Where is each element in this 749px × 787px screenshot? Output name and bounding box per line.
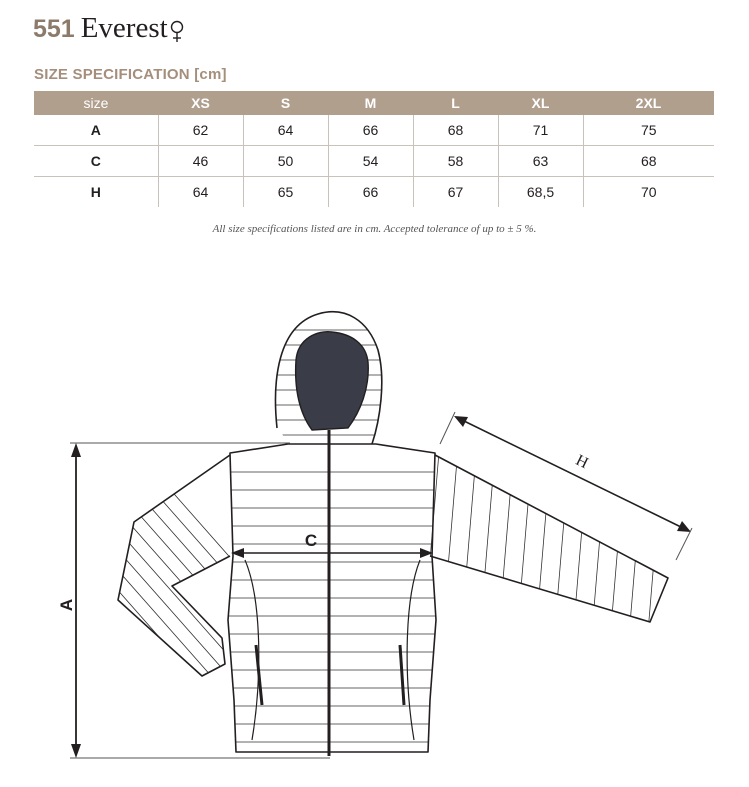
table-cell: 75 [583, 115, 714, 146]
product-title [33, 8, 184, 48]
table-cell: 63 [498, 146, 583, 177]
size-header-cell: XS [158, 91, 243, 115]
table-cell: 65 [243, 177, 328, 208]
row-label: A [34, 115, 158, 146]
dimension-c [231, 548, 433, 558]
size-header-cell: 2XL [583, 91, 714, 115]
size-table-header [34, 91, 714, 115]
table-row [34, 115, 714, 146]
row-label: C [34, 146, 158, 177]
table-cell: 71 [498, 115, 583, 146]
size-header-cell: S [243, 91, 328, 115]
jacket-outline [118, 312, 668, 752]
table-cell: 68 [413, 115, 498, 146]
jacket-diagram [0, 290, 749, 780]
table-row [34, 177, 714, 208]
table-cell: 58 [413, 146, 498, 177]
body-quilting [228, 472, 440, 742]
table-cell: 50 [243, 146, 328, 177]
row-label: H [90, 184, 101, 200]
table-row [34, 146, 714, 177]
table-cell: 64 [158, 177, 243, 208]
dimension-a-label: A [57, 598, 76, 612]
size-header-cell: XL [498, 91, 583, 115]
table-cell: 70 [583, 177, 714, 208]
table-cell: 66 [328, 177, 413, 208]
size-table [34, 91, 714, 207]
sleeve-quilting [100, 330, 656, 760]
table-cell: 62 [158, 115, 243, 146]
table-cell: 66 [328, 115, 413, 146]
dimension-h [440, 412, 692, 560]
table-cell: 67 [413, 177, 498, 208]
product-name: Everest [80, 12, 168, 44]
hood-lining [296, 332, 369, 430]
female-symbol-icon [170, 19, 184, 43]
dimension-h-label: H [573, 451, 591, 473]
size-column-header: size [34, 91, 158, 115]
table-cell: 46 [158, 146, 243, 177]
size-header-cell: M [328, 91, 413, 115]
table-cell: 68,5 [498, 177, 583, 208]
table-cell: 64 [243, 115, 328, 146]
tolerance-note: All size specifications listed are in cm. Accepted tolerance of up to ± 5 %. [212, 223, 537, 235]
size-header-cell: L [413, 91, 498, 115]
product-code: 551 [33, 15, 75, 43]
size-spec-heading: SIZE SPECIFICATION [cm] [34, 66, 227, 83]
dimension-c-label: C [304, 531, 318, 550]
table-cell: 54 [328, 146, 413, 177]
table-cell: 68 [583, 146, 714, 177]
